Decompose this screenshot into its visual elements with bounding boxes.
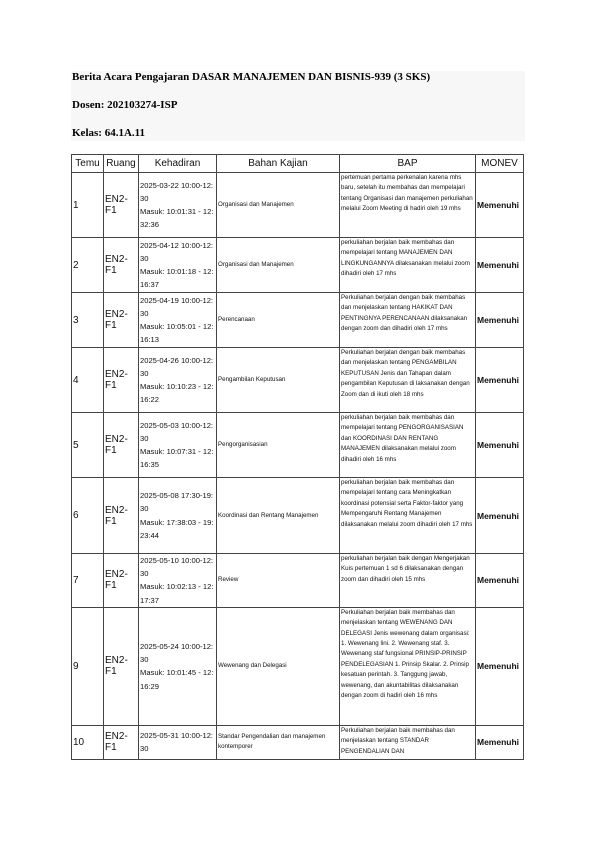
report-cell: Perkuliahan berjalan baik membahas dan menjelaskan tentang STANDAR PENGENDALIAN DAN <box>340 725 476 759</box>
room-cell: EN2-F1 <box>104 293 139 348</box>
schedule-time: 2025-05-31 10:00-12:30 <box>140 731 214 754</box>
room-cell: EN2-F1 <box>104 554 139 608</box>
report-cell: perkuliahan berjalan baik membahas dan mempelajari tentang cara Meningkatkan koordinasi potensial serta Faktor-faktor yang Mempengaruhi Rentang Manajemen dilaksanakan melalui zoom dihadiri oleh 17 mhs <box>340 478 476 554</box>
table-row <box>72 173 524 238</box>
column-header: BAP <box>340 155 476 173</box>
column-header: Bahan Kajian <box>217 155 340 173</box>
topic-cell: Organisasi dan Manajemen <box>217 238 340 293</box>
meeting-number: 1 <box>72 173 104 238</box>
schedule-time: 2025-04-12 10:00-12:30 <box>140 240 214 263</box>
topic-cell: Organisasi dan Manajemen <box>217 173 340 238</box>
room-cell: EN2-F1 <box>104 348 139 413</box>
schedule-time: 2025-05-10 10:00-12:30 <box>140 556 214 579</box>
column-header: Ruang <box>104 155 139 173</box>
schedule-time: 2025-04-19 10:00-12:30 <box>140 295 214 318</box>
check-in-time: Masuk: 10:01:31 - 12:32:36 <box>140 207 214 230</box>
check-in-time: Masuk: 10:05:01 - 12:16:13 <box>140 322 214 345</box>
meeting-number: 7 <box>72 554 104 608</box>
topic-cell: Pengambilan Keputusan <box>217 348 340 413</box>
meeting-number: 5 <box>72 413 104 478</box>
meeting-number: 3 <box>72 293 104 348</box>
room-cell: EN2-F1 <box>104 725 139 759</box>
meeting-number: 9 <box>72 607 104 725</box>
room-cell: EN2-F1 <box>104 413 139 478</box>
attendance-cell <box>139 173 217 238</box>
topic-cell: Standar Pengendalian dan manajemen kontemporer <box>217 725 340 759</box>
monev-status: Memenuhi <box>476 238 524 293</box>
meeting-number: 6 <box>72 478 104 554</box>
table-row <box>72 725 524 759</box>
table-row <box>72 413 524 478</box>
table-header-row <box>72 155 524 173</box>
attendance-cell <box>139 478 217 554</box>
schedule-time: 2025-05-24 10:00-12:30 <box>140 641 214 665</box>
monev-status: Memenuhi <box>476 554 524 608</box>
room-cell: EN2-F1 <box>104 173 139 238</box>
attendance-cell <box>139 348 217 413</box>
monev-status: Memenuhi <box>476 348 524 413</box>
monev-status: Memenuhi <box>476 413 524 478</box>
attendance-cell <box>139 725 217 759</box>
table-row <box>72 348 524 413</box>
report-cell: perkuliahan berjalan baik membahas dan mempelajari tentang MANAJEMEN DAN LINGKUNGANNYA dilaksanakan melalui zoom dihadiri oleh 17 mhs <box>340 238 476 293</box>
check-in-time: Masuk: 10:01:18 - 12:16:37 <box>140 267 214 290</box>
topic-cell: Perencanaan <box>217 293 340 348</box>
meeting-number: 4 <box>72 348 104 413</box>
schedule-time: 2025-05-03 10:00-12:30 <box>140 420 214 443</box>
check-in-time: Masuk: 10:02:13 - 12:17:37 <box>140 582 214 605</box>
column-header: Temu <box>72 155 104 173</box>
table-row <box>72 554 524 608</box>
attendance-table <box>71 154 524 760</box>
room-cell: EN2-F1 <box>104 238 139 293</box>
attendance-cell <box>139 238 217 293</box>
check-in-time: Masuk: 10:07:31 - 12:16:35 <box>140 447 214 470</box>
monev-status: Memenuhi <box>476 173 524 238</box>
attendance-cell <box>139 293 217 348</box>
table-row <box>72 478 524 554</box>
attendance-cell <box>139 554 217 608</box>
topic-cell: Koordinasi dan Rentang Manajemen <box>217 478 340 554</box>
topic-cell: Review <box>217 554 340 608</box>
table-row <box>72 238 524 293</box>
meeting-number: 10 <box>72 725 104 759</box>
check-in-time: Masuk: 10:01:45 - 12:16:29 <box>140 668 214 691</box>
topic-cell: Pengorganisasian <box>217 413 340 478</box>
column-header: Kehadiran <box>139 155 217 173</box>
report-cell: Perkuliahan berjalan dengan baik membahas dan menjelaskan tentang PENGAMBILAN KEPUTUSAN Jenis dan Tahapan dalam pengambilan Keputusan di laksanakan dengan Zoom dan di ikuti oleh 18 mhs <box>340 348 476 413</box>
attendance-cell <box>139 413 217 478</box>
document-title: Berita Acara Pengajaran DASAR MANAJEMEN DAN BISNIS-939 (3 SKS) <box>72 71 431 83</box>
monev-status: Memenuhi <box>476 293 524 348</box>
room-cell: EN2-F1 <box>104 478 139 554</box>
monev-status: Memenuhi <box>476 725 524 759</box>
schedule-time: 2025-03-22 10:00-12:30 <box>140 180 214 203</box>
meeting-number: 2 <box>72 238 104 293</box>
room-cell: EN2-F1 <box>104 607 139 725</box>
schedule-time: 2025-05-08 17:30-19:30 <box>140 491 214 514</box>
report-cell: pertemuan pertama perkenalan karena mhs baru, setelah itu membahas dan mempelajari tentang Organisasi dan manajemen perkuliahan melalui Zoom Meeting di hadiri oleh 19 mhs <box>340 173 476 238</box>
monev-status: Memenuhi <box>476 607 524 725</box>
report-cell: perkuliahan berjalan baik membahas dan mempelajari tentang PENGORGANISASIAN dan KOORDINASI DAN RENTANG MANAJEMEN dilaksanakan melalui zoom dihadiri oleh 16 mhs <box>340 413 476 478</box>
table-row <box>72 293 524 348</box>
class-line: Kelas: 64.1A.11 <box>72 127 146 139</box>
report-cell: Perkuliahan berjalan baik membahas dan menjelaskan tentang WEWENANG DAN DELEGASI Jenis wewenang dalam organisasi: 1. Wewenang lini. 2. Wewenang staf. 3. Wewenang staf fungsional PRINSIP-PRINSIP PENDELEGASIAN 1. Prinsip Skalar. 2. Prinsip kesatuan perintah. 3. Tanggung jawab, wewenang, dan akuntabilitas dilaksanakan dengan zoom di hadiri oleh 16 mhs <box>340 607 476 725</box>
topic-cell: Wewenang dan Delegasi <box>217 607 340 725</box>
monev-status: Memenuhi <box>476 478 524 554</box>
report-cell: Perkuliahan berjalan dengan baik membahas dan menjelaskan tentang HAKIKAT DAN PENTINGNYA PERENCANAAN dilaksanakan dengan zoom dan dihadiri oleh 17 mhs <box>340 293 476 348</box>
schedule-time: 2025-04-26 10:00-12:30 <box>140 355 214 378</box>
column-header: MONEV <box>476 155 524 173</box>
check-in-time: Masuk: 17:38:03 - 19:23:44 <box>140 517 214 540</box>
lecturer-line: Dosen: 202103274-ISP <box>72 99 178 111</box>
check-in-time: Masuk: 10:10:23 - 12:16:22 <box>140 382 214 405</box>
report-cell: perkuliahan berjalan baik dengan Mengerjakan Kuis pertemuan 1 sd 6 dilaksanakan dengan zoom dan dihadiri oleh 15 mhs <box>340 554 476 608</box>
table-row <box>72 607 524 725</box>
attendance-cell <box>139 607 217 725</box>
